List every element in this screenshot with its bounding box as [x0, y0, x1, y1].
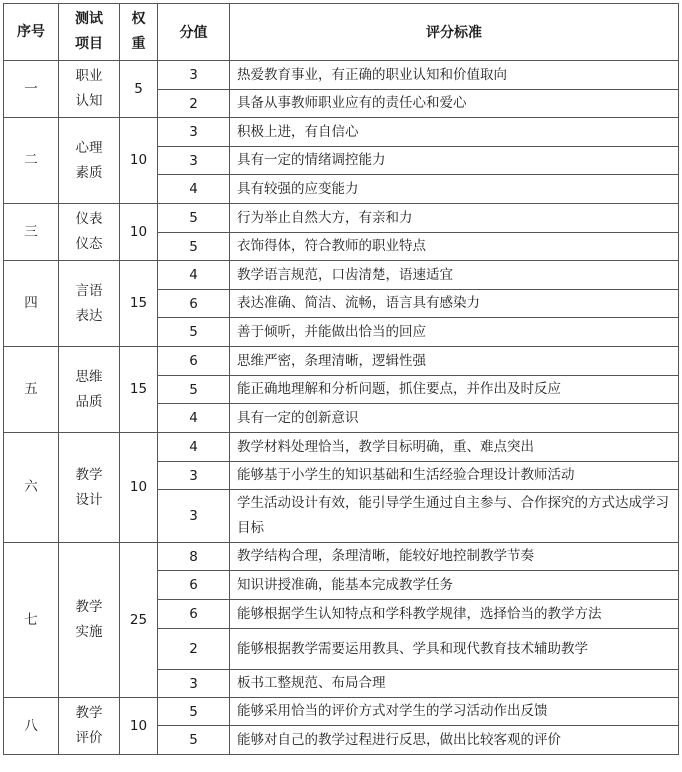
criteria-cell: 具有一定的情绪调控能力 — [230, 147, 679, 175]
section-seq-cell: 一 — [4, 61, 59, 118]
table-row — [4, 118, 679, 147]
score-cell: 8 — [158, 543, 230, 571]
score-cell: 5 — [158, 726, 230, 755]
score-cell: 3 — [158, 670, 230, 698]
section-weight-cell: 10 — [120, 698, 158, 755]
criteria-cell: 知识讲授准确，能基本完成教学任务 — [230, 571, 679, 600]
section-weight-cell: 15 — [120, 261, 158, 347]
section-seq-cell: 五 — [4, 347, 59, 433]
score-cell: 6 — [158, 290, 230, 318]
criteria-cell: 能正确地理解和分析问题，抓住要点，并作出及时反应 — [230, 376, 679, 404]
criteria-cell: 思维严密，条理清晰，逻辑性强 — [230, 347, 679, 376]
table-body — [4, 61, 679, 755]
section-item-cell: 教学 实施 — [59, 543, 120, 698]
section-weight-cell: 15 — [120, 347, 158, 433]
score-cell: 5 — [158, 376, 230, 404]
section-weight-cell: 10 — [120, 118, 158, 204]
table-row — [4, 698, 679, 726]
table-row — [4, 347, 679, 376]
criteria-cell: 热爱教育事业，有正确的职业认知和价值取向 — [230, 61, 679, 90]
section-seq-cell: 二 — [4, 118, 59, 204]
section-weight-cell: 10 — [120, 204, 158, 261]
score-cell: 4 — [158, 433, 230, 462]
section-item-cell: 思维 品质 — [59, 347, 120, 433]
criteria-cell: 善于倾听，并能做出恰当的回应 — [230, 318, 679, 347]
score-cell: 4 — [158, 404, 230, 433]
criteria-cell: 教学语言规范，口齿清楚，语速适宜 — [230, 261, 679, 290]
criteria-cell: 行为举止自然大方，有亲和力 — [230, 204, 679, 233]
section-item-cell: 言语 表达 — [59, 261, 120, 347]
criteria-cell: 能够采用恰当的评价方式对学生的学习活动作出反馈 — [230, 698, 679, 726]
criteria-cell: 能够根据教学需要运用教具、学具和现代教育技术辅助教学 — [230, 629, 679, 670]
table-row — [4, 204, 679, 233]
criteria-cell: 具有一定的创新意识 — [230, 404, 679, 433]
section-seq-cell: 七 — [4, 543, 59, 698]
criteria-cell: 学生活动设计有效，能引导学生通过自主参与、合作探究的方式达成学习目标 — [230, 490, 679, 543]
score-cell: 4 — [158, 175, 230, 204]
header-seq: 序号 — [4, 4, 59, 61]
section-item-cell: 教学 评价 — [59, 698, 120, 755]
score-cell: 3 — [158, 490, 230, 543]
score-cell: 5 — [158, 698, 230, 726]
criteria-cell: 能够基于小学生的知识基础和生活经验合理设计教师活动 — [230, 462, 679, 490]
score-cell: 2 — [158, 629, 230, 670]
score-cell: 5 — [158, 233, 230, 261]
criteria-cell: 板书工整规范、布局合理 — [230, 670, 679, 698]
section-seq-cell: 八 — [4, 698, 59, 755]
score-cell: 5 — [158, 318, 230, 347]
header-score: 分值 — [158, 4, 230, 61]
section-seq-cell: 六 — [4, 433, 59, 543]
score-cell: 6 — [158, 571, 230, 600]
table-row — [4, 261, 679, 290]
score-cell: 3 — [158, 118, 230, 147]
score-cell: 6 — [158, 347, 230, 376]
section-weight-cell: 25 — [120, 543, 158, 698]
criteria-cell: 具有较强的应变能力 — [230, 175, 679, 204]
criteria-cell: 能够根据学生认知特点和学科教学规律，选择恰当的教学方法 — [230, 600, 679, 629]
header-criteria: 评分标准 — [230, 4, 679, 61]
criteria-cell: 能够对自己的教学过程进行反思，做出比较客观的评价 — [230, 726, 679, 755]
section-item-cell: 教学 设计 — [59, 433, 120, 543]
header-item: 测试 项目 — [59, 4, 120, 61]
header-weight: 权 重 — [120, 4, 158, 61]
score-cell: 3 — [158, 147, 230, 175]
score-cell: 5 — [158, 204, 230, 233]
criteria-cell: 教学材料处理恰当，教学目标明确，重、难点突出 — [230, 433, 679, 462]
section-item-cell: 职业 认知 — [59, 61, 120, 118]
criteria-cell: 积极上进，有自信心 — [230, 118, 679, 147]
criteria-cell: 具备从事教师职业应有的责任心和爱心 — [230, 90, 679, 118]
section-item-cell: 仪表 仪态 — [59, 204, 120, 261]
section-weight-cell: 5 — [120, 61, 158, 118]
table-row — [4, 433, 679, 462]
criteria-cell: 教学结构合理，条理清晰，能较好地控制教学节奏 — [230, 543, 679, 571]
section-weight-cell: 10 — [120, 433, 158, 543]
score-cell: 2 — [158, 90, 230, 118]
header-row — [4, 4, 679, 61]
score-cell: 6 — [158, 600, 230, 629]
section-seq-cell: 四 — [4, 261, 59, 347]
criteria-cell: 衣饰得体，符合教师的职业特点 — [230, 233, 679, 261]
score-cell: 3 — [158, 61, 230, 90]
score-cell: 3 — [158, 462, 230, 490]
table-row — [4, 543, 679, 571]
criteria-cell: 表达准确、简洁、流畅，语言具有感染力 — [230, 290, 679, 318]
section-seq-cell: 三 — [4, 204, 59, 261]
scoring-table — [3, 3, 679, 755]
section-item-cell: 心理 素质 — [59, 118, 120, 204]
table-row — [4, 61, 679, 90]
score-cell: 4 — [158, 261, 230, 290]
